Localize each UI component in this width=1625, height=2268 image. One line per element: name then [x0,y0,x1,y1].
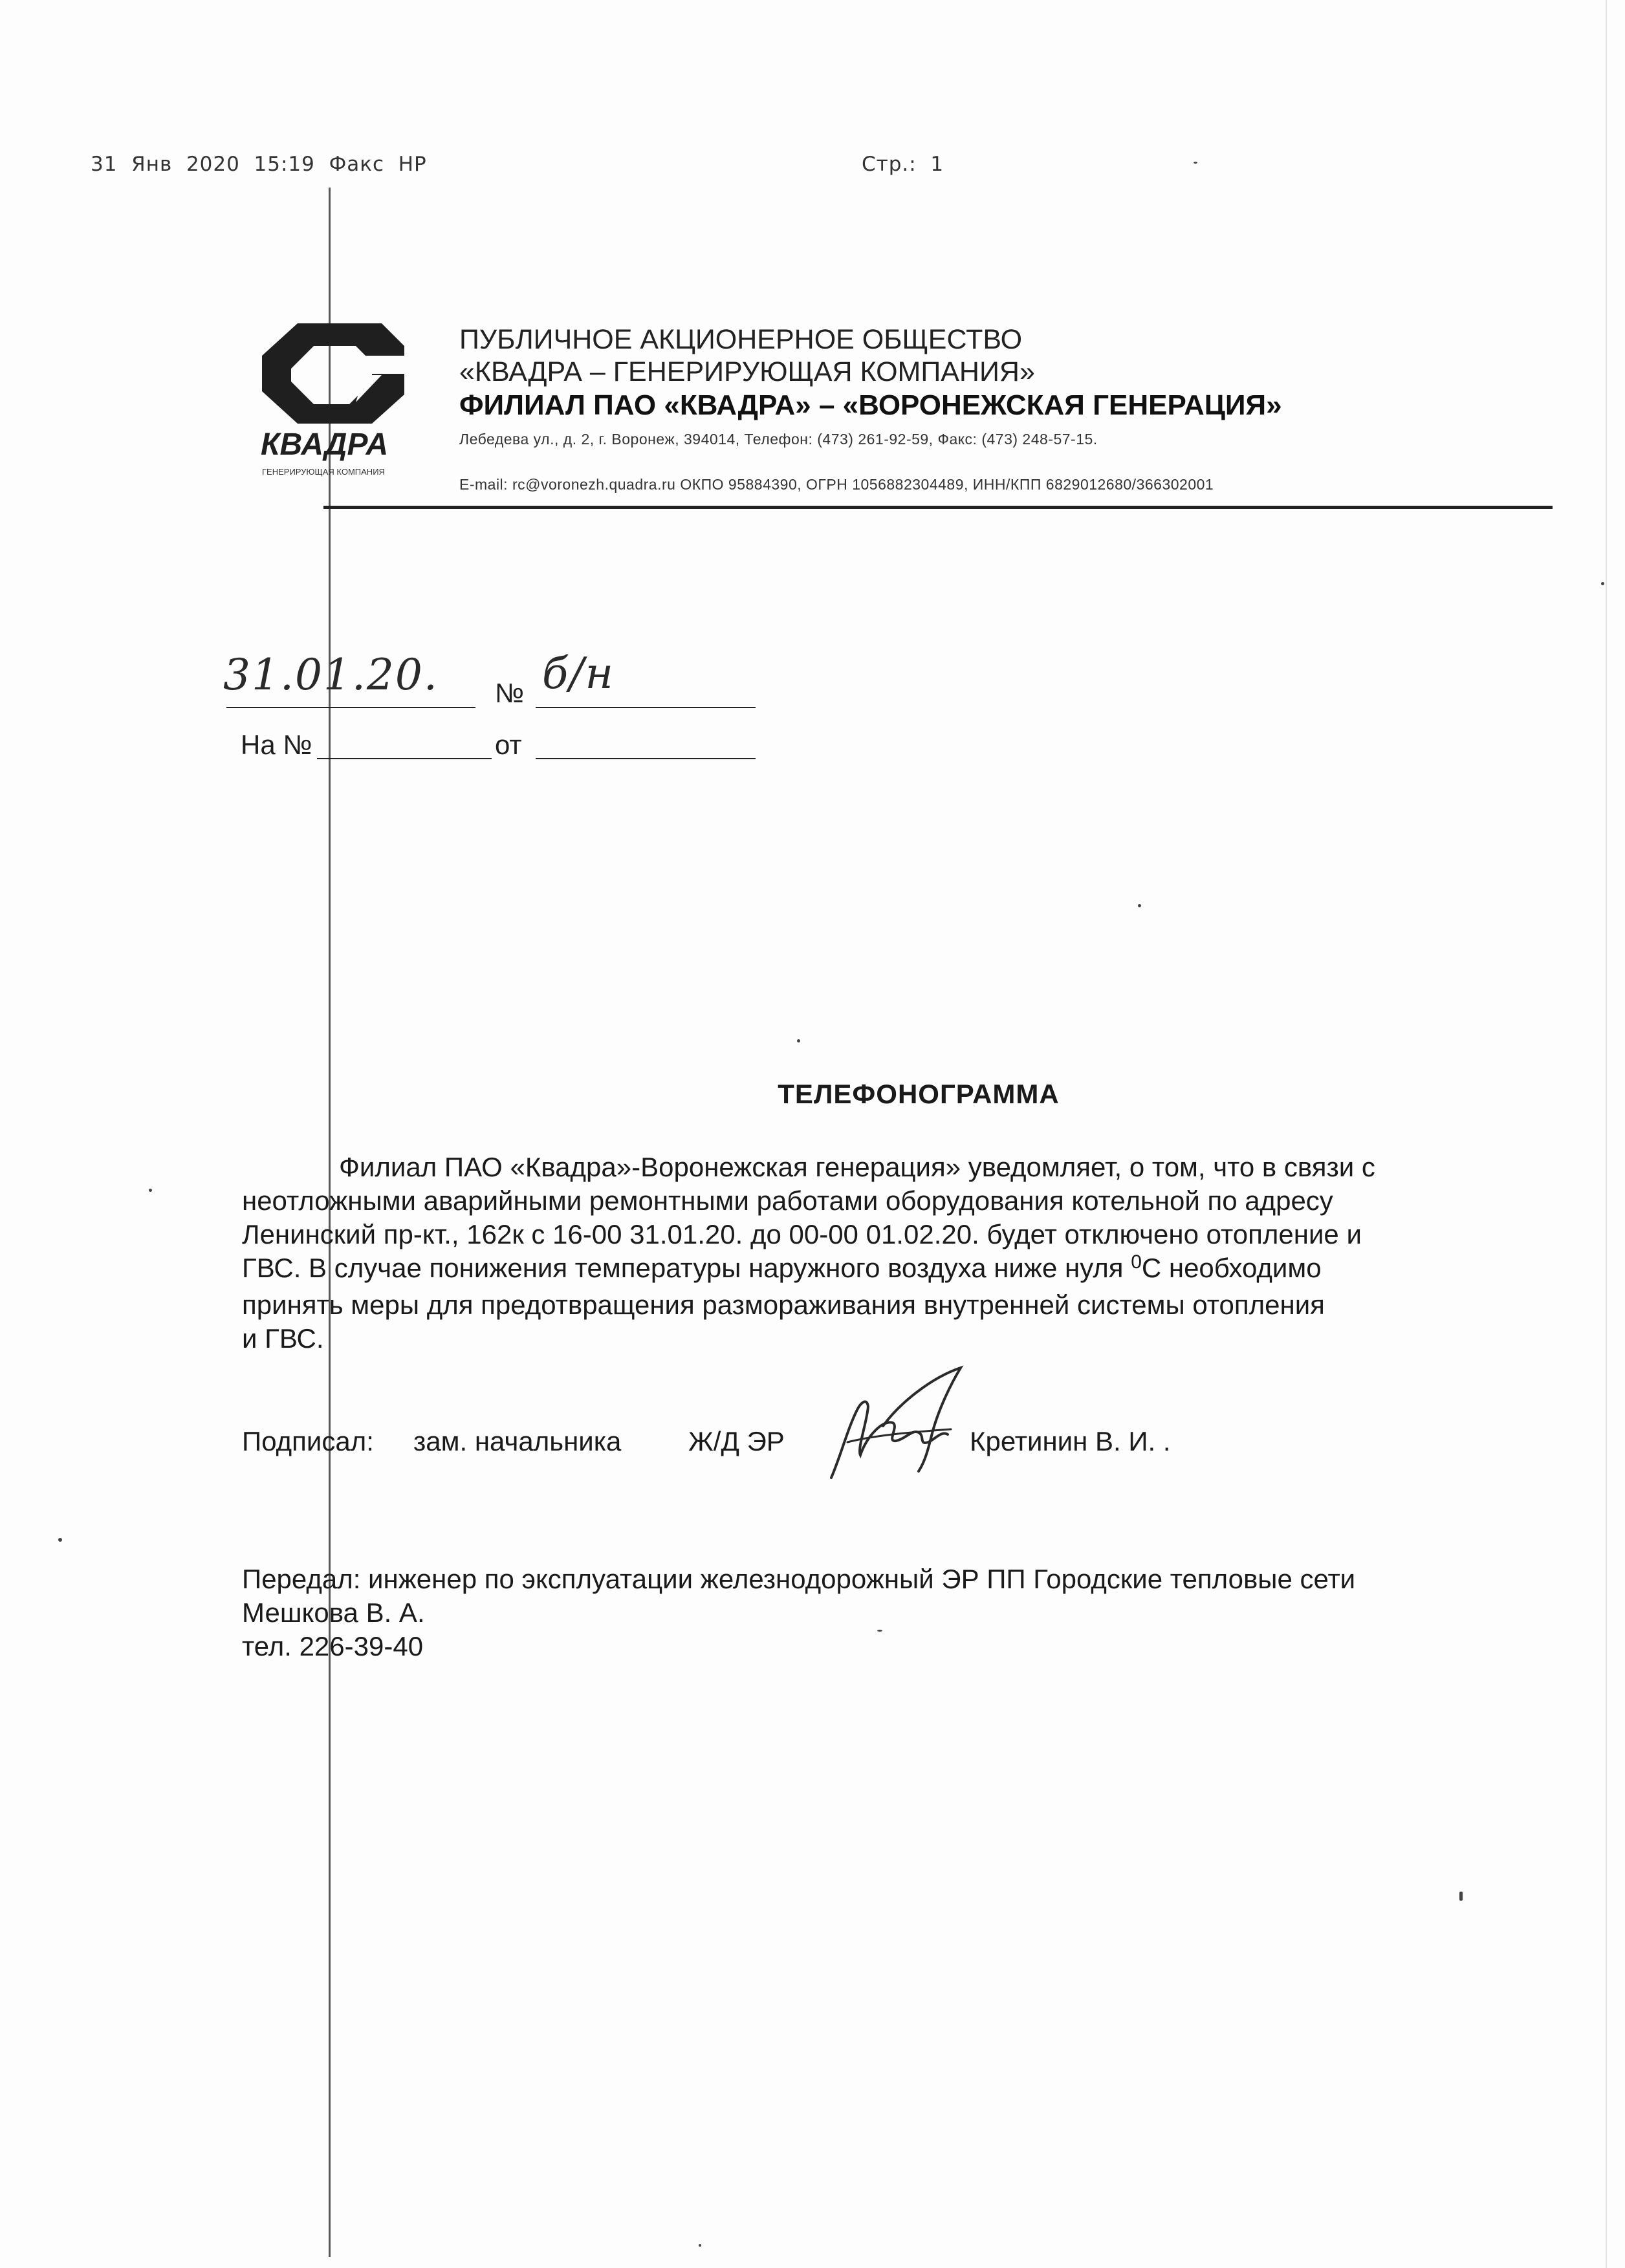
letterhead-organization [459,323,1559,494]
sender-name: Мешкова В. А. [242,1597,425,1628]
scan-speck [58,1538,62,1542]
sender-line: Передал: инженер по эксплуатации железнодорожный ЭР ПП Городские тепловые сети [242,1564,1356,1594]
signer-position: зам. начальника [413,1426,622,1456]
body-line-text: ГВС. В случае понижения температуры наружного воздуха ниже нуля [242,1253,1131,1283]
fax-header [0,153,1625,178]
logo-wordmark: КВАДРА [261,427,389,462]
degree-superscript: 0 [1131,1251,1142,1273]
handwritten-number: б/н [542,649,615,698]
body-line [242,1251,1549,1288]
date-underline [226,707,475,708]
logo-subtitle: ГЕНЕРИРУЮЩАЯ КОМПАНИЯ [262,467,385,477]
message-body [242,1150,1549,1355]
handwritten-signature [822,1358,977,1487]
sender-block [242,1562,1600,1663]
body-line-text: С необходимо [1141,1253,1322,1283]
scan-speck [699,2244,701,2247]
letterhead-divider [323,506,1553,509]
body-line: Ленинский пр-кт., 162к с 16-00 31.01.20. до 00-00 01.02.20. будет отключено отопление и [242,1219,1362,1249]
signature-scribble-icon [822,1358,977,1487]
document-title: ТЕЛЕФОНОГРАММА [778,1079,1060,1109]
scan-speck [1601,582,1604,585]
fax-page-number: Стр.: 1 [862,153,944,176]
number-underline [536,707,756,708]
scan-speck [1459,1892,1463,1901]
signed-label: Подписал: [242,1426,374,1456]
org-contacts: E-mail: rc@voronezh.quadra.ru ОКПО 95884390, ОГРН 1056882304489, ИНН/КПП 6829012680/366302001 [459,476,1214,493]
org-name: «КВАДРА – ГЕНЕРИРУЮЩАЯ КОМПАНИЯ» [459,356,1035,387]
signer-name: Кретинин В. И. . [970,1426,1171,1456]
body-line: принять меры для предотвращения размораживания внутренней системы отопления [242,1290,1325,1320]
ref-date-label: от [495,729,522,760]
branch-name: ФИЛИАЛ ПАО «КВАДРА» – «ВОРОНЕЖСКАЯ ГЕНЕРАЦИЯ» [459,389,1282,421]
fax-timestamp: 31 Янв 2020 15:19 Факс HP [91,153,427,176]
org-address: Лебедева ул., д. 2, г. Воронеж, 394014, Телефон: (473) 261-92-59, Факс: (473) 248-57-15. [459,431,1098,448]
sender-phone: тел. 226-39-40 [242,1631,424,1661]
scan-edge [1606,0,1607,2268]
scan-speck [149,1189,152,1192]
ref-date-underline [536,758,756,759]
ref-number-label: На № [241,729,312,760]
signer-department: Ж/Д ЭР [688,1426,785,1456]
scan-speck [797,1039,800,1042]
handwritten-date: 31.01.20. [223,650,439,700]
body-line: Филиал ПАО «Квадра»-Воронежская генерация» уведомляет, о том, что в связи с [339,1152,1375,1182]
body-line: и ГВС. [242,1323,324,1354]
ref-number-underline [317,758,492,759]
org-type: ПУБЛИЧНОЕ АКЦИОНЕРНОЕ ОБЩЕСТВО [459,324,1023,355]
kvadra-logo-icon [252,317,408,427]
body-line: неотложными аварийными ремонтными работами оборудования котельной по адресу [242,1185,1333,1216]
scan-speck [1138,904,1141,907]
number-label: № [495,678,525,708]
